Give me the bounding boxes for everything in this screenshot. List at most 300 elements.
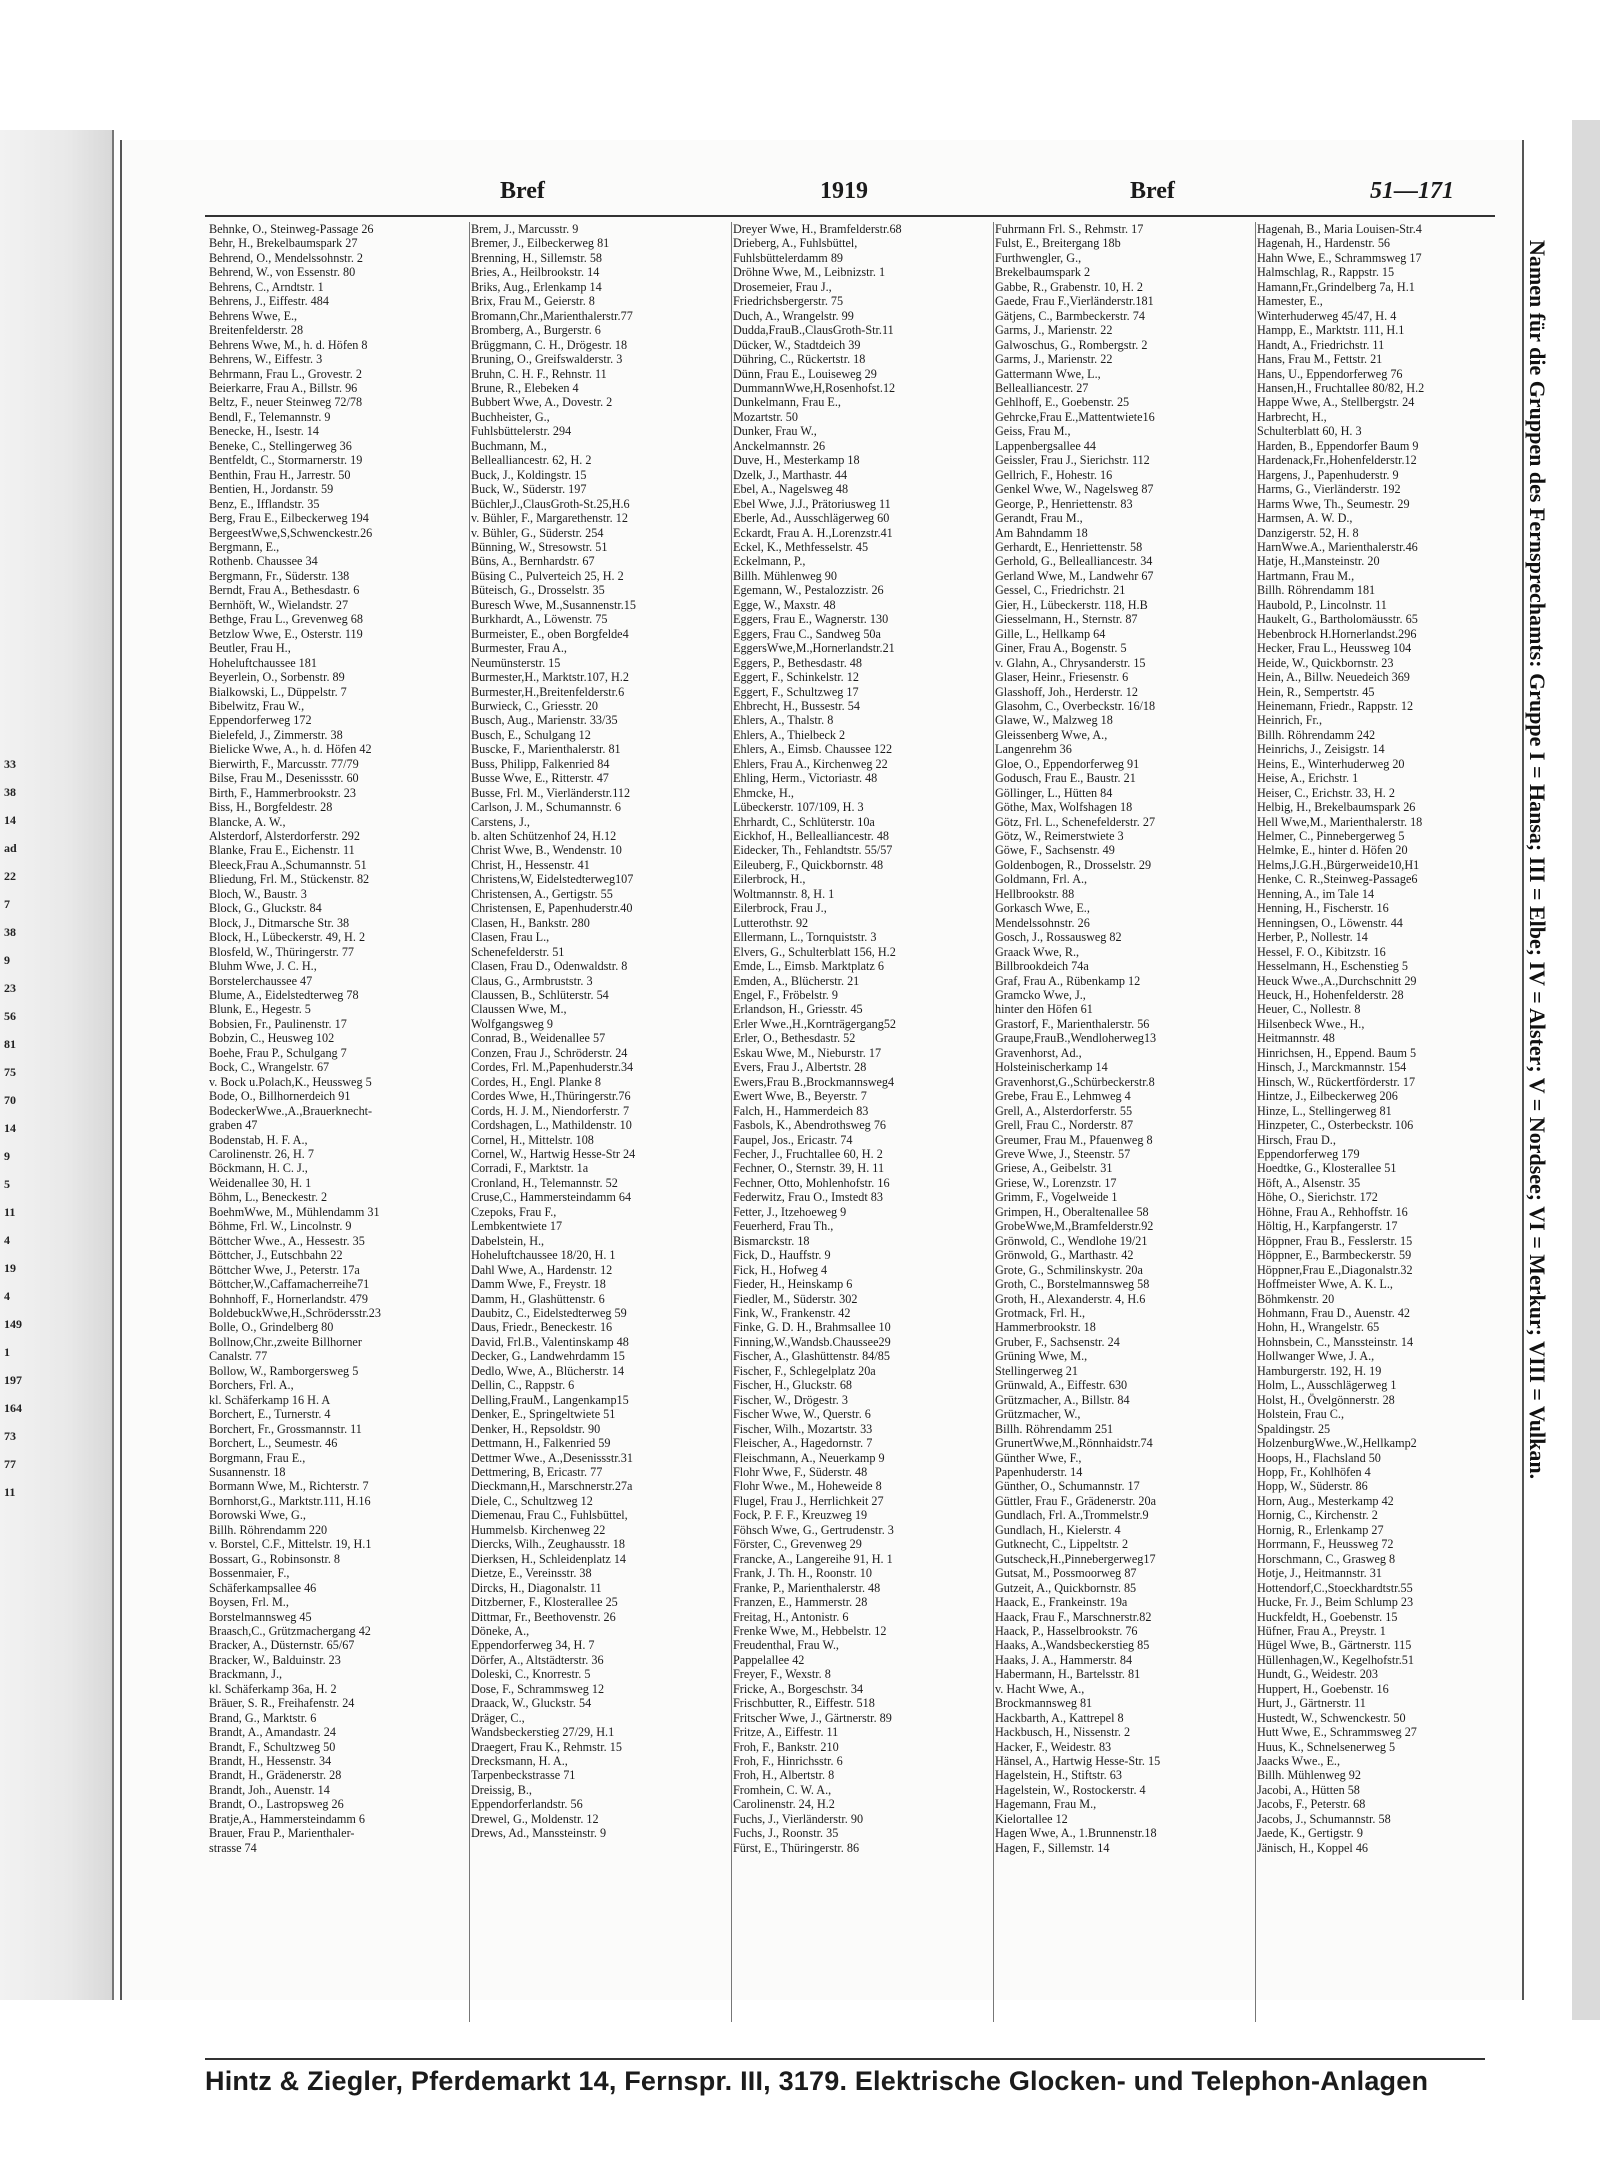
- directory-entry: Hein, A., Billw. Neuedeich 369: [1257, 670, 1410, 685]
- directory-entry: Claus, G., Armbruststr. 3: [471, 973, 593, 988]
- directory-entry: Decker, G., Landwehrdamm 15: [471, 1349, 625, 1364]
- directory-entry: Frischbutter, R., Eiffestr. 518: [733, 1696, 875, 1711]
- directory-entry: Schulterblatt 60, H. 3: [1257, 424, 1362, 439]
- directory-entry: Gabbe, R., Grabenstr. 10, H. 2: [995, 279, 1143, 294]
- directory-entry: Hagenah, B., Maria Louisen-Str.4: [1257, 222, 1422, 236]
- directory-entry: Billh. Mühlenweg 90: [733, 568, 837, 583]
- directory-entry: Bielefeld, J., Zimmerstr. 38: [209, 727, 343, 742]
- directory-entry: Graf, Frau A., Rübenkamp 12: [995, 973, 1141, 988]
- directory-entry: Döneke, A.,: [471, 1623, 530, 1638]
- directory-entry: Hagen, F., Sillemstr. 14: [995, 1840, 1110, 1855]
- directory-entry: Haukelt, G., Bartholomäusstr. 65: [1257, 612, 1418, 627]
- directory-entry: Harms, G., Vierländerstr. 192: [1257, 482, 1401, 497]
- directory-entry: Hinzpeter, C., Osterbeckstr. 106: [1257, 1118, 1414, 1133]
- directory-entry: Grastorf, F., Marienthalerstr. 56: [995, 1016, 1150, 1031]
- directory-entry: Fecher, J., Fruchtallee 60, H. 2: [733, 1147, 883, 1161]
- directory-entry: Habermann, H., Bartelsstr. 81: [995, 1667, 1141, 1682]
- directory-entry: Claussen Wwe, M.,: [471, 1002, 567, 1017]
- directory-entry: Hotje, J., Heitmannstr. 31: [1257, 1566, 1382, 1581]
- directory-entry: Frank, J. Th. H., Roonstr. 10: [733, 1566, 872, 1581]
- directory-entry: Drecksmann, H. A.,: [471, 1754, 568, 1769]
- directory-entry: Beltz, F., neuer Steinweg 72/78: [209, 395, 363, 410]
- directory-entry: Cronland, H., Telemannstr. 52: [471, 1175, 618, 1190]
- directory-entry: Blanke, Frau E., Eichenstr. 11: [209, 843, 355, 858]
- directory-entry: Huppert, H., Goebenstr. 16: [1257, 1681, 1389, 1696]
- directory-entry: Finke, G. D. H., Brahmsallee 10: [733, 1320, 891, 1335]
- directory-entry: BodeckerWwe.,A.,Brauerknecht-: [209, 1103, 373, 1118]
- directory-entry: Harbrecht, H.,: [1257, 409, 1327, 424]
- directory-entry: Diemenau, Frau C., Fuhlsbüttel,: [471, 1508, 628, 1523]
- directory-entry: Egge, W., Maxstr. 48: [733, 597, 836, 612]
- directory-entry: GrunertWwe,M.,Rönnhaidstr.74: [995, 1436, 1153, 1451]
- directory-entry: Haaks, J. A., Hammerstr. 84: [995, 1652, 1133, 1667]
- directory-entry: Henning, A., im Tale 14: [1257, 886, 1375, 901]
- directory-entry: Bries, A., Heilbrookstr. 14: [471, 265, 600, 280]
- directory-entry: Carolinenstr. 24, H.2: [733, 1797, 835, 1812]
- directory-entry: Dörfer, A., Altstädterstr. 36: [471, 1652, 604, 1667]
- directory-entry: Denker, E., Springeltwiete 51: [471, 1407, 616, 1422]
- directory-entry: Eggers, Frau C., Sandweg 50a: [733, 626, 881, 641]
- directory-entry: Henningsen, O., Löwenstr. 44: [1257, 915, 1403, 930]
- directory-entry: Billh. Röhrendamm 251: [995, 1421, 1114, 1436]
- directory-entry: Ewert Wwe, B., Beyerstr. 7: [733, 1089, 867, 1104]
- directory-entry: Erler, O., Bethesdastr. 52: [733, 1031, 856, 1046]
- directory-entry: Woltmannstr. 8, H. 1: [733, 886, 835, 901]
- directory-entry: Busse, Frl. M., Vierländerstr.112: [471, 785, 631, 800]
- directory-entry: Drewel, G., Moldenstr. 12: [471, 1811, 599, 1826]
- directory-entry: Feuerherd, Frau Th.,: [733, 1219, 834, 1234]
- directory-entry: Bollnow,Chr.,zweite Billhorner: [209, 1334, 362, 1349]
- directory-entry: Haaks, A.,Wandsbeckerstieg 85: [995, 1638, 1150, 1653]
- directory-entry: Erlandson, H., Griesstr. 45: [733, 1002, 863, 1017]
- directory-entry: Hagemann, Frau M.,: [995, 1797, 1097, 1812]
- directory-entry: Schenefelderstr. 51: [471, 944, 565, 959]
- directory-entry: Ewers,Frau B.,Brockmannsweg4: [733, 1074, 895, 1089]
- directory-entry: Borchert, E., Turnerstr. 4: [209, 1407, 331, 1422]
- directory-entry: Burmester,H.,Breitenfelderstr.6: [471, 684, 625, 699]
- directory-entry: Hinrichsen, H., Eppend. Baum 5: [1257, 1045, 1417, 1060]
- directory-entry: Grünwald, A., Eiffestr. 630: [995, 1378, 1128, 1393]
- directory-entry: Berg, Frau E., Eilbeckerweg 194: [209, 511, 369, 526]
- directory-entry: Cornel, W., Hartwig Hesse-Str 24: [471, 1147, 636, 1161]
- directory-entry: Engel, F., Fröbelstr. 9: [733, 988, 838, 1003]
- directory-entry: Faupel, Jos., Ericastr. 74: [733, 1132, 853, 1147]
- directory-entry: Gutzeit, A., Quickbornstr. 85: [995, 1580, 1137, 1595]
- directory-entry: Gehrcke,Frau E.,Mattentwiete16: [995, 409, 1155, 424]
- directory-entry: Griese, A., Geibelstr. 31: [995, 1161, 1113, 1176]
- directory-entry: Bobsien, Fr., Paulinenstr. 17: [209, 1016, 347, 1031]
- bleed-mark: 38: [4, 925, 16, 939]
- directory-entry: Gattermann Wwe, L.,: [995, 366, 1101, 381]
- directory-entry: Heise, A., Erichstr. 1: [1257, 771, 1359, 786]
- directory-entry: Bratje,A., Hammersteindamm 6: [209, 1811, 366, 1826]
- directory-entry: Froh, F., Bankstr. 210: [733, 1739, 839, 1754]
- directory-entry: Heinemann, Friedr., Rappstr. 12: [1257, 698, 1414, 713]
- directory-entry: Gaede, Frau F.,Vierländerstr.181: [995, 294, 1154, 309]
- directory-entry: Hesselmann, H., Eschenstieg 5: [1257, 959, 1408, 974]
- directory-entry: Damm, H., Glashüttenstr. 6: [471, 1291, 605, 1306]
- directory-entry: Bracker, W., Balduinstr. 23: [209, 1652, 341, 1667]
- directory-entry: Elvers, G., Schulterblatt 156, H.2: [733, 944, 896, 959]
- directory-entry: Bode, O., Billhornerdeich 91: [209, 1089, 351, 1104]
- directory-entry: Freitag, H., Antonistr. 6: [733, 1609, 849, 1624]
- directory-entry: Bendl, F., Telemannstr. 9: [209, 409, 331, 424]
- directory-entry: Franzen, E., Hammerstr. 28: [733, 1595, 868, 1610]
- directory-entry: Ebel, A., Nagelsweg 48: [733, 482, 849, 497]
- directory-entry: Eileuberg, F., Quickbornstr. 48: [733, 857, 884, 872]
- directory-entry: Gätjens, C., Barmbeckerstr. 74: [995, 308, 1145, 323]
- directory-entry: Holsteinischerkamp 14: [995, 1060, 1108, 1075]
- directory-entry: Block, J., Ditmarsche Str. 38: [209, 915, 350, 930]
- directory-entry: Fischer, F., Schlegelplatz 20a: [733, 1363, 876, 1378]
- directory-entry: Brandt, A., Amandastr. 24: [209, 1725, 336, 1740]
- directory-entry: Dettmering, B, Ericastr. 77: [471, 1464, 603, 1479]
- directory-entry: Froh, F., Hinrichsstr. 6: [733, 1754, 843, 1769]
- directory-entry: Fricke, A., Borgeschstr. 34: [733, 1681, 864, 1696]
- directory-entry: Behrend, W., von Essenstr. 80: [209, 265, 356, 280]
- directory-entry: Fetter, J., Itzehoeweg 9: [733, 1204, 847, 1219]
- directory-entry: Eskau Wwe, M., Nieburstr. 17: [733, 1045, 882, 1060]
- directory-entry: Ditzberner, F., Klosterallee 25: [471, 1595, 618, 1610]
- directory-entry: Bilse, Frau M., Desenissstr. 60: [209, 771, 359, 786]
- directory-entry: Gloe, O., Eppendorferweg 91: [995, 756, 1140, 771]
- directory-entry: Pappelallee 42: [733, 1652, 805, 1667]
- directory-entry: Dudda,FrauB.,ClausGroth-Str.11: [733, 323, 894, 338]
- directory-entry: Gille, L., Hellkamp 64: [995, 626, 1106, 641]
- directory-entry: Hilsenbeck Wwe., H.,: [1257, 1016, 1365, 1031]
- directory-entry: Bloch, W., Baustr. 3: [209, 886, 307, 901]
- bleed-mark: 11: [4, 1205, 16, 1219]
- directory-entry: Cordes, H., Engl. Planke 8: [471, 1074, 601, 1089]
- directory-entry: Gerandt, Frau M.,: [995, 511, 1083, 526]
- directory-entry: Biss, H., Borgfeldestr. 28: [209, 800, 333, 815]
- directory-entry: Dettmer Wwe., A.,Desenissstr.31: [471, 1450, 633, 1465]
- directory-entry: Griese, W., Lorenzstr. 17: [995, 1175, 1117, 1190]
- directory-entry: Beneke, C., Stellingerweg 36: [209, 438, 352, 453]
- directory-entry: Gessel, C., Friedrichstr. 21: [995, 583, 1126, 598]
- directory-entry: Duve, H., Mesterkamp 18: [733, 453, 860, 468]
- directory-entry: Hurt, J., Gärtnerstr. 11: [1257, 1696, 1366, 1711]
- directory-entry: Harms Wwe, Th., Seumestr. 29: [1257, 496, 1410, 511]
- directory-entry: Busse Wwe, E., Ritterstr. 47: [471, 771, 609, 786]
- directory-entry: Bolle, O., Grindelberg 80: [209, 1320, 334, 1335]
- directory-entry: HarnWwe.A., Marienthalerstr.46: [1257, 539, 1418, 554]
- directory-entry: Tarpenbeckstrasse 71: [471, 1768, 576, 1783]
- directory-entry: Blancke, A. W.,: [209, 814, 286, 829]
- page-number: 51—171: [1370, 178, 1454, 204]
- directory-entry: Bismarckstr. 18: [733, 1233, 810, 1248]
- directory-entry: Geissler, Frau J., Sierichstr. 112: [995, 453, 1150, 468]
- directory-entry: Hohn, H., Wrangelstr. 65: [1257, 1320, 1380, 1335]
- directory-entry: Gorkasch Wwe, E.,: [995, 901, 1090, 916]
- directory-entry: Hartmann, Frau M.,: [1257, 568, 1355, 583]
- directory-entry: Eppendorferweg 34, H. 7: [471, 1638, 595, 1653]
- directory-entry: Delling,FrauM., Langenkamp15: [471, 1392, 629, 1407]
- directory-entry: Bleeck,Frau A.,Schumannstr. 51: [209, 857, 367, 872]
- directory-entry: Dose, F., Schrammsweg 12: [471, 1681, 605, 1696]
- directory-entry: Hoffmeister Wwe, A. K. L.,: [1257, 1277, 1393, 1292]
- directory-entry: Rothenb. Chaussee 34: [209, 554, 318, 569]
- bleed-mark: 149: [4, 1317, 22, 1331]
- directory-entry: Föhsch Wwe, G., Gertrudenstr. 3: [733, 1522, 894, 1537]
- directory-entry: Ehrhardt, C., Schlüterstr. 10a: [733, 814, 875, 829]
- directory-entry: Eidecker, Th., Fehlandtstr. 55/57: [733, 843, 893, 858]
- directory-entry: Grell, A., Alsterdorferstr. 55: [995, 1103, 1133, 1118]
- directory-entry: Holstein, Frau C.,: [1257, 1407, 1345, 1422]
- directory-entry: Höppner,Frau E.,Diagonalstr.32: [1257, 1262, 1413, 1277]
- directory-entry: Drosemeier, Frau J.,: [733, 279, 832, 294]
- directory-entry: Bobzin, C., Heusweg 102: [209, 1031, 335, 1046]
- directory-entry: Hirsch, Frau D.,: [1257, 1132, 1336, 1147]
- directory-entry: Lutterothstr. 92: [733, 915, 809, 930]
- directory-entry: Fieder, H., Heinskamp 6: [733, 1277, 853, 1292]
- directory-entry: Wolfgangsweg 9: [471, 1016, 553, 1031]
- directory-entry: Gerhardt, E., Henriettenstr. 58: [995, 539, 1143, 554]
- directory-entry: Kielortallee 12: [995, 1811, 1068, 1826]
- directory-entry: Busch, E., Schulgang 12: [471, 727, 591, 742]
- directory-entry: Buresch Wwe, M.,Susannenstr.15: [471, 597, 636, 612]
- directory-entry: Hagelstein, W., Rostockerstr. 4: [995, 1782, 1146, 1797]
- directory-entry: Berndt, Frau A., Bethesdastr. 6: [209, 583, 360, 598]
- bleed-mark: 70: [4, 1093, 16, 1107]
- directory-entry: Cruse,C., Hammersteindamm 64: [471, 1190, 632, 1205]
- directory-entry: Harmsen, A. W. D.,: [1257, 511, 1353, 526]
- directory-entry: Brandt, F., Schultzweg 50: [209, 1739, 336, 1754]
- directory-entry: Fuchs, J., Vierländerstr. 90: [733, 1811, 864, 1826]
- directory-entry: Heuer, C., Nollestr. 8: [1257, 1002, 1361, 1017]
- directory-entry: Hornig, R., Erlenkamp 27: [1257, 1522, 1384, 1537]
- directory-entry: Cornel, H., Mittelstr. 108: [471, 1132, 594, 1147]
- directory-entry: Ehling, Herm., Victoriastr. 48: [733, 771, 878, 786]
- bleed-marks: [4, 750, 22, 1506]
- directory-entry: Böttcher Wwe, J., Peterstr. 17a: [209, 1262, 360, 1277]
- directory-entry: Behrens, C., Arndtstr. 1: [209, 279, 324, 294]
- directory-entry: Garms, J., Marienstr. 22: [995, 323, 1113, 338]
- bleed-mark: ad: [4, 841, 17, 855]
- directory-entry: Hügel Wwe, B., Gärtnerstr. 115: [1257, 1638, 1412, 1653]
- directory-entry: Dahl Wwe, A., Hardenstr. 12: [471, 1262, 613, 1277]
- directory-entry: Hagelstein, H., Stiftstr. 63: [995, 1768, 1122, 1783]
- directory-entry: Büsing C., Pulverteich 25, H. 2: [471, 568, 624, 583]
- directory-entry: Büchler,J.,ClausGroth-St.25,H.6: [471, 496, 630, 511]
- directory-entry: Hampp, E., Marktstr. 111, H.1: [1257, 323, 1405, 338]
- directory-entry: Bergmann, E.,: [209, 539, 280, 554]
- bleed-mark: 4: [4, 1233, 10, 1247]
- bleed-mark: 7: [4, 897, 10, 911]
- directory-entry: Canalstr. 77: [209, 1349, 268, 1364]
- directory-entry: Helmke, E., hinter d. Höfen 20: [1257, 843, 1408, 858]
- directory-entry: Denker, H., Repsoldstr. 90: [471, 1421, 601, 1436]
- directory-entry: Güttler, Frau F., Grädenerstr. 20a: [995, 1493, 1156, 1508]
- directory-entry: Bruning, O., Greifswalderstr. 3: [471, 352, 623, 367]
- directory-entry: Gutsat, M., Possmoorweg 87: [995, 1566, 1137, 1581]
- directory-entry: Mendelssohnstr. 26: [995, 915, 1090, 930]
- directory-entry: Eppendorferweg 179: [1257, 1147, 1360, 1161]
- directory-entry: Bremer, J., Eilbeckerweg 81: [471, 236, 610, 251]
- directory-entry: Hamester, E.,: [1257, 294, 1323, 309]
- directory-entry: Burmester, Frau A.,: [471, 641, 567, 656]
- directory-entry: Eppendorferweg 172: [209, 713, 312, 728]
- directory-entry: Buchmann, M.,: [471, 438, 547, 453]
- directory-entry: Heide, W., Quickbornstr. 23: [1257, 655, 1394, 670]
- directory-entry: Brekelbaumspark 2: [995, 265, 1091, 280]
- directory-entry: Hessel, F. O., Kibitzstr. 16: [1257, 944, 1386, 959]
- bleed-mark: 75: [4, 1065, 16, 1079]
- directory-entry: Buchheister, G.,: [471, 409, 550, 424]
- directory-entry: Bethge, Frau L., Grevenweg 68: [209, 612, 363, 627]
- directory-entry: Weidenallee 30, H. 1: [209, 1175, 312, 1190]
- directory-entry: Hoops, H., Flachsland 50: [1257, 1450, 1381, 1465]
- directory-entry: Fuhlsbüttelerstr. 294: [471, 424, 572, 439]
- directory-entry: Heinrichs, J., Zeisigstr. 14: [1257, 742, 1385, 757]
- directory-entry: Bohnhoff, F., Hornerlandstr. 479: [209, 1291, 368, 1306]
- directory-entry: Groth, C., Borstelmannsweg 58: [995, 1277, 1150, 1292]
- directory-entry: Jacobs, J., Schumannstr. 58: [1257, 1811, 1391, 1826]
- directory-entry: Hoheluftchaussee 18/20, H. 1: [471, 1248, 616, 1263]
- directory-entry: Conrad, B., Weidenallee 57: [471, 1031, 606, 1046]
- directory-entry: Cordes Wwe, H.,Thüringerstr.76: [471, 1089, 631, 1104]
- directory-entry: Eckardt, Frau A. H.,Lorenzstr.41: [733, 525, 893, 540]
- directory-entry: Bräuer, S. R., Freihafenstr. 24: [209, 1696, 355, 1711]
- directory-entry: Huckfeldt, H., Goebenstr. 15: [1257, 1609, 1398, 1624]
- directory-entry: Federwitz, Frau O., Imstedt 83: [733, 1190, 883, 1205]
- directory-entry: Hans, Frau M., Fettstr. 21: [1257, 352, 1383, 367]
- directory-entry: Grimm, F., Vogelweide 1: [995, 1190, 1118, 1205]
- directory-entry: Borchert, Fr., Grossmannstr. 11: [209, 1421, 362, 1436]
- directory-entry: Höltig, H., Karpfangerstr. 17: [1257, 1219, 1398, 1234]
- directory-entry: Behrens, W., Eiffestr. 3: [209, 352, 323, 367]
- running-head: [230, 178, 1460, 208]
- directory-entry: Böhme, Frl. W., Lincolnstr. 9: [209, 1219, 352, 1234]
- directory-entry: David, Frl.B., Valentinskamp 48: [471, 1334, 629, 1349]
- directory-entry: Bellealliancestr. 62, H. 2: [471, 453, 592, 468]
- directory-entry: Harden, B., Eppendorfer Baum 9: [1257, 438, 1419, 453]
- directory-entry: Wandsbeckerstieg 27/29, H.1: [471, 1725, 615, 1740]
- directory-entry: Giesselmann, H., Sternstr. 87: [995, 612, 1138, 627]
- directory-entry: Bentfeldt, C., Stormarnerstr. 19: [209, 453, 363, 468]
- directory-entry: Burwieck, C., Griesstr. 20: [471, 698, 598, 713]
- directory-entry: Bromberg, A., Burgerstr. 6: [471, 323, 601, 338]
- directory-entry: EggersWwe,M.,Hornerlandstr.21: [733, 641, 895, 656]
- directory-entry: Geiss, Frau M.,: [995, 424, 1071, 439]
- directory-entry: Hackbusch, H., Nissenstr. 2: [995, 1725, 1131, 1740]
- directory-column-4: [991, 222, 1256, 2022]
- directory-entry: Böhmkenstr. 20: [1257, 1291, 1335, 1306]
- directory-entry: Hansen,H., Fruchtallee 80/82, H.2: [1257, 380, 1425, 395]
- directory-entry: Brenning, H., Sillemstr. 58: [471, 250, 603, 265]
- directory-entry: Böttcher, J., Eutschbahn 22: [209, 1248, 343, 1263]
- directory-entry: Hell Wwe,M., Marienthalerstr. 18: [1257, 814, 1423, 829]
- directory-entry: Conzen, Frau J., Schröderstr. 24: [471, 1045, 628, 1060]
- directory-entry: Gosch, J., Rossausweg 82: [995, 930, 1122, 945]
- directory-entry: Burmester,H., Marktstr.107, H.2: [471, 670, 629, 685]
- directory-entry: Helms,J.G.H.,Bürgerweide10,H1: [1257, 857, 1420, 872]
- directory-entry: BoehmWwe, M., Mühlendamm 31: [209, 1204, 380, 1219]
- footer-advertisement: Hintz & Ziegler, Pferdemarkt 14, Fernspr. III, 3179. Elektrische Glocken- und Telephon-Anlagen: [205, 2058, 1485, 2098]
- directory-entry: Christensen, E, Papenhuderstr.40: [471, 901, 633, 916]
- directory-entry: Jaede, K., Gertigstr. 9: [1257, 1826, 1363, 1841]
- directory-entry: Gellrich, F., Hohestr. 16: [995, 467, 1113, 482]
- directory-entry: Hamann,Fr.,Grindelberg 7a, H.1: [1257, 279, 1415, 294]
- directory-entry: Billbrookdeich 74a: [995, 959, 1089, 974]
- directory-entry: Holm, L., Ausschlägerweg 1: [1257, 1378, 1397, 1393]
- directory-entry: Holst, H., Övelgönnerstr. 28: [1257, 1392, 1395, 1407]
- directory-entry: HolzenburgWwe.,W.,Hellkamp2: [1257, 1436, 1417, 1451]
- bleed-mark: 1: [4, 1345, 10, 1359]
- directory-entry: Graack Wwe, R.,: [995, 944, 1080, 959]
- directory-entry: Claussen, B., Schlüterstr. 54: [471, 988, 609, 1003]
- directory-entry: Hutt Wwe, E., Schrammsweg 27: [1257, 1725, 1417, 1740]
- directory-entry: Hopp, W., Süderstr. 86: [1257, 1479, 1368, 1494]
- directory-entry: Dunkelmann, Frau E.,: [733, 395, 841, 410]
- directory-entry: GrobeWwe,M.,Bramfelderstr.92: [995, 1219, 1154, 1234]
- directory-entry: Christens,W, Eidelstedterweg107: [471, 872, 634, 887]
- directory-entry: Eickhof, H., Bellealliancestr. 48: [733, 829, 890, 844]
- directory-entry: Furthwengler, G.,: [995, 250, 1082, 265]
- directory-entry: Böttcher Wwe., A., Hessestr. 35: [209, 1233, 365, 1248]
- directory-entry: Hinze, L., Stellingerweg 81: [1257, 1103, 1392, 1118]
- directory-entry: Groth, H., Alexanderstr. 4, H.6: [995, 1291, 1146, 1306]
- directory-entry: Gundlach, H., Kielerstr. 4: [995, 1522, 1121, 1537]
- directory-entry: Clasen, H., Bankstr. 280: [471, 915, 590, 930]
- directory-entry: Fischer, W., Drögestr. 3: [733, 1392, 848, 1407]
- bleed-mark: 164: [4, 1401, 22, 1415]
- previous-page-edge: [0, 130, 114, 2000]
- directory-entry: Horrmann, F., Heussweg 72: [1257, 1537, 1394, 1552]
- telephone-exchange-banner: [1525, 240, 1568, 1980]
- directory-entry: Birth, F., Hammerbrookstr. 23: [209, 785, 356, 800]
- directory-entry: Borchert, L., Seumestr. 46: [209, 1436, 338, 1451]
- directory-entry: graben 47: [209, 1118, 258, 1133]
- directory-entry: Bornhorst,G., Marktstr.111, H.16: [209, 1493, 371, 1508]
- directory-entry: Behrens Wwe, M., h. d. Höfen 8: [209, 337, 368, 352]
- directory-entry: Susannenstr. 18: [209, 1464, 286, 1479]
- directory-entry: Eilerbrock, H.,: [733, 872, 806, 887]
- directory-entry: Flugel, Frau J., Herrlichkeit 27: [733, 1493, 884, 1508]
- directory-entry: Göllinger, L., Hütten 84: [995, 785, 1113, 800]
- running-head-year: 1919: [820, 178, 868, 204]
- directory-entry: Dzelk, J., Marthastr. 44: [733, 467, 848, 482]
- directory-entry: Dieckmann,H., Marschnerstr.27a: [471, 1479, 633, 1494]
- directory-entry: Gravenhorst, Ad.,: [995, 1045, 1082, 1060]
- directory-entry: Gerland Wwe, M., Landwehr 67: [995, 568, 1154, 583]
- directory-entry: Fasbols, K., Abendrothsweg 76: [733, 1118, 887, 1133]
- directory-columns: [205, 222, 1505, 2022]
- directory-entry: Eilerbrock, Frau J.,: [733, 901, 827, 916]
- directory-entry: Henke, C. R.,Steinweg-Passage6: [1257, 872, 1418, 887]
- directory-entry: Buck, J., Koldingstr. 15: [471, 467, 587, 482]
- directory-entry: Fleischmann, A., Neuerkamp 9: [733, 1450, 885, 1465]
- directory-entry: Fuchs, J., Roonstr. 35: [733, 1826, 839, 1841]
- directory-entry: Grönwold, G., Marthastr. 42: [995, 1248, 1134, 1263]
- directory-entry: Dircks, H., Diagonalstr. 11: [471, 1580, 602, 1595]
- directory-entry: Handt, A., Friedrichstr. 11: [1257, 337, 1385, 352]
- directory-entry: Brem, J., Marcusstr. 9: [471, 222, 579, 236]
- directory-entry: Göwe, F., Sachsenstr. 49: [995, 843, 1115, 858]
- directory-entry: Blunk, E., Hegestr. 5: [209, 1002, 311, 1017]
- directory-entry: Eggert, F., Schultzweg 17: [733, 684, 859, 699]
- directory-entry: Huus, K., Schnelsenerweg 5: [1257, 1739, 1396, 1754]
- directory-entry: Block, H., Lübeckerstr. 49, H. 2: [209, 930, 366, 945]
- running-head-left: Bref: [500, 178, 545, 204]
- bleed-mark: 11: [4, 1485, 16, 1499]
- directory-entry: Hollwanger Wwe, J. A.,: [1257, 1349, 1375, 1364]
- bleed-mark: 77: [4, 1457, 16, 1471]
- directory-entry: Dühring, C., Rückertstr. 18: [733, 352, 866, 367]
- directory-entry: Höhe, O., Sierichstr. 172: [1257, 1190, 1378, 1205]
- directory-entry: Dietze, E., Vereinsstr. 38: [471, 1566, 592, 1581]
- directory-entry: Hustedt, W., Schwenckestr. 50: [1257, 1710, 1406, 1725]
